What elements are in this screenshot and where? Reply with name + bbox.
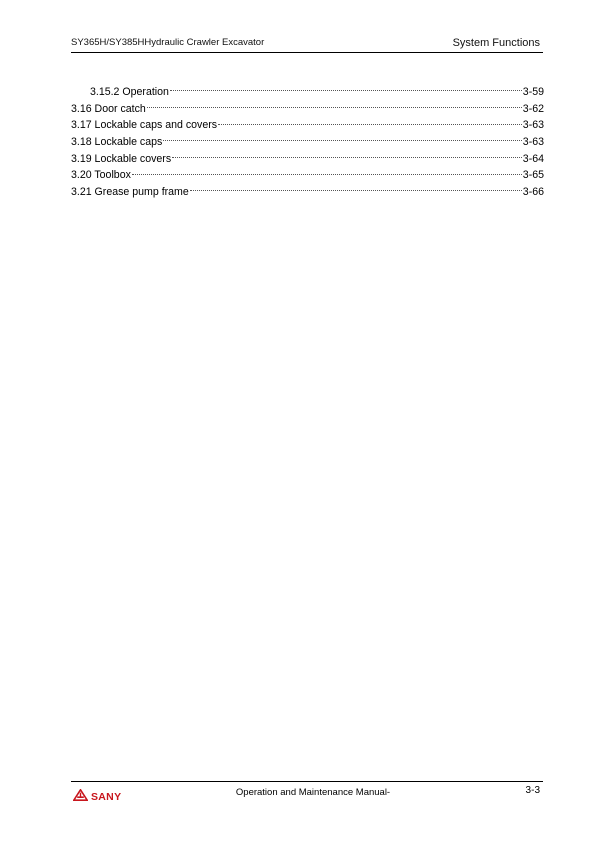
toc-entry-page: 3-64 [522, 152, 544, 165]
footer-manual-name: Operation and Maintenance Manual- [235, 787, 391, 798]
sany-logo-text: SANY [91, 791, 122, 803]
toc-entry[interactable] [71, 117, 544, 134]
toc-entry-page: 3-63 [522, 136, 544, 149]
toc-dot-leader [190, 189, 522, 191]
toc-entry[interactable] [71, 184, 544, 201]
toc-entry[interactable] [71, 134, 544, 151]
header-section-title: System Functions [452, 37, 540, 49]
toc-dot-leader [218, 123, 522, 125]
toc-entry-title: 3.15.2 Operation [90, 86, 169, 98]
toc-entry-page: 3-66 [522, 186, 544, 199]
toc-entry[interactable] [71, 151, 544, 168]
toc-dot-leader [170, 89, 522, 91]
toc-entry[interactable] [71, 101, 544, 118]
toc-entry-page: 3-65 [522, 169, 544, 182]
toc-entry-title: 3.19 Lockable covers [71, 152, 172, 165]
header-doc-title: SY365H/SY385HHydraulic Crawler Excavator [71, 37, 265, 48]
toc-entry-title: 3.20 Toolbox [71, 169, 131, 182]
header-divider [71, 52, 543, 53]
footer-page-number: 3-3 [525, 785, 540, 796]
toc-dot-leader [163, 139, 522, 141]
toc-entry-page: 3-62 [522, 102, 544, 115]
toc-entry-title: 3.16 Door catch [71, 102, 146, 115]
toc-entry[interactable] [71, 167, 544, 184]
toc-entry[interactable] [71, 84, 544, 101]
toc-entry-page: 3-63 [522, 119, 544, 132]
toc-dot-leader [172, 156, 522, 158]
toc-entry-title: 3.17 Lockable caps and covers [71, 119, 218, 132]
footer-divider [71, 781, 543, 782]
toc-entry-title: 3.18 Lockable caps [71, 136, 163, 149]
table-of-contents [71, 84, 544, 201]
toc-entry-title: 3.21 Grease pump frame [71, 186, 189, 199]
toc-dot-leader [132, 173, 522, 175]
toc-dot-leader [147, 106, 522, 108]
toc-entry-page: 3-59 [522, 86, 544, 98]
